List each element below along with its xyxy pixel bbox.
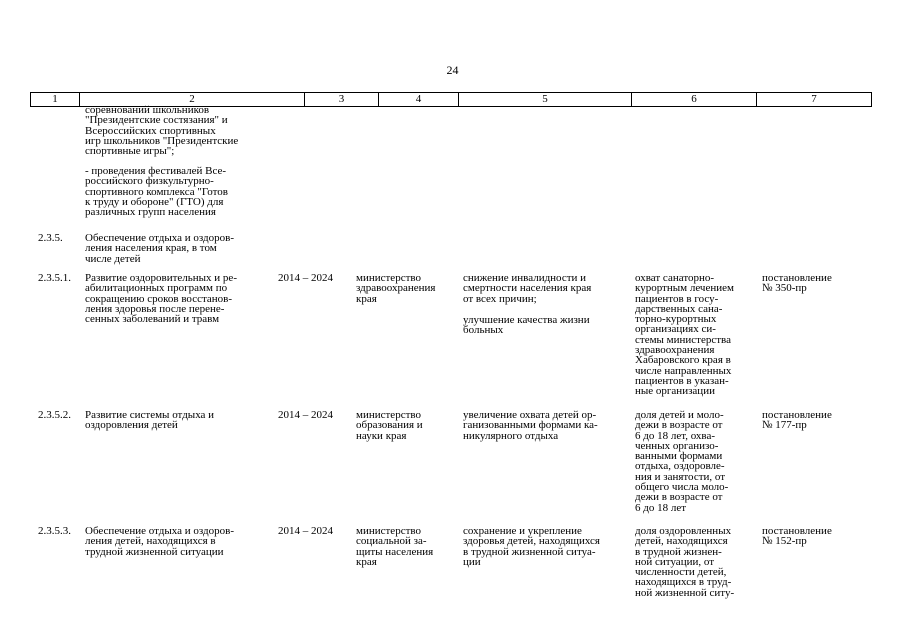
column-number-5: 5: [458, 93, 631, 106]
column-number-6: 6: [631, 93, 756, 106]
row-number: 2.3.5.3.: [38, 525, 71, 537]
column-number-3: 3: [304, 93, 378, 106]
row-result: улучшение качества жизни больных: [463, 314, 590, 337]
row-name: Развитие оздоровительных и ре- абилитационных программ по сокращению сроков восстанов- ления здоровья после перене- сенных заболеваний и травм: [85, 272, 237, 326]
row-number: 2.3.5.2.: [38, 409, 71, 421]
continuation-text: соревнований школьников "Президентские состязания" и Всероссийских спортивных игр школьников "Президентские спортивные игры";: [85, 104, 239, 158]
row-document: постановление № 350-пр: [762, 272, 832, 295]
column-number-2: 2: [79, 93, 304, 106]
row-document: постановление № 177-пр: [762, 409, 832, 432]
row-indicator: охват санаторно- курортным лечением пациентов в госу- дарственных сана- торно-курортных организациях си- стемы министерства здравоохранения Хабаровского края в числе направленных пациентов в указан- ные организации: [635, 272, 734, 398]
row-period: 2014 – 2024: [278, 525, 333, 537]
column-number-7: 7: [756, 93, 871, 106]
row-name: Развитие системы отдыха и оздоровления детей: [85, 409, 215, 432]
row-number: 2.3.5.1.: [38, 272, 71, 284]
row-period: 2014 – 2024: [278, 409, 333, 421]
row-name: Обеспечение отдыха и оздоров- ления детей, находящихся в трудной жизненной ситуации: [85, 525, 234, 558]
row-executor: министерство здравоохранения края: [356, 272, 436, 305]
column-number-4: 4: [378, 93, 458, 106]
page-number: 24: [446, 63, 459, 77]
row-executor: министерство образования и науки края: [356, 409, 423, 442]
row-indicator: доля детей и моло- дежи в возрасте от 6 до 18 лет, охва- ченных организо- ванными формами отдыха, оздоровле- ния и занятости, от общего числа моло- дежи в возрасте от 6 до 18 лет: [635, 409, 729, 514]
row-document: постановление № 152-пр: [762, 525, 832, 548]
row-result: снижение инвалидности и смертности населения края от всех причин;: [463, 272, 592, 305]
row-result: увеличение охвата детей ор- ганизованными формами ка- никулярного отдыха: [463, 409, 598, 442]
row-number: 2.3.5.: [38, 232, 63, 244]
row-period: 2014 – 2024: [278, 272, 333, 284]
row-executor: министерство социальной за- щиты населения края: [356, 525, 434, 568]
row-result: сохранение и укрепление здоровья детей, находящихся в трудной жизненной ситуа- ции: [463, 525, 600, 568]
row-indicator: доля оздоровленных детей, находящихся в трудной жизнен- ной ситуации, от численности детей, находящихся в труд- ной жизненной ситу-: [635, 525, 735, 599]
column-number-1: 1: [52, 93, 58, 105]
continuation-text: - проведения фестивалей Все- российского физкультурно- спортивного комплекса "Готов к труду и обороне" (ГТО) для различных групп населения: [85, 165, 228, 219]
row-name: Обеспечение отдыха и оздоров- ления населения края, в том числе детей: [85, 232, 234, 265]
